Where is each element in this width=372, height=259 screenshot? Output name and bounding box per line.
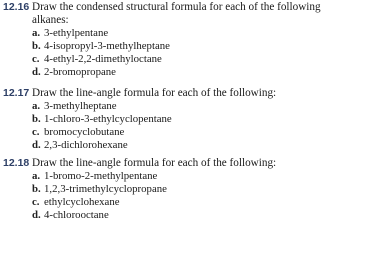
problem-part-a xyxy=(3,170,363,183)
part-letter: b. xyxy=(32,183,41,195)
problem-number: 12.18 xyxy=(3,157,30,169)
part-text: 2,3-dichlorohexane xyxy=(44,139,128,151)
problem-12-18 xyxy=(3,157,363,222)
problem-part-a xyxy=(3,27,363,40)
problem-part-d xyxy=(3,139,363,152)
part-letter: c. xyxy=(32,196,40,208)
part-letter: d. xyxy=(32,209,41,221)
problem-part-b xyxy=(3,113,363,126)
part-text: 3-methylheptane xyxy=(44,100,117,112)
problem-part-c xyxy=(3,196,363,209)
part-text: ethylcyclohexane xyxy=(44,196,120,208)
problem-number: 12.16 xyxy=(3,1,30,13)
problem-12-17 xyxy=(3,87,363,152)
part-text: 3-ethylpentane xyxy=(44,27,109,39)
part-letter: b. xyxy=(32,40,41,52)
problem-stem-text: Draw the line-angle formula for each of the following: xyxy=(32,87,277,99)
problem-part-d xyxy=(3,66,363,79)
part-text: 4-chlorooctane xyxy=(44,209,109,221)
problem-stem xyxy=(3,157,363,170)
part-text: 1-chloro-3-ethylcyclopentane xyxy=(44,113,172,125)
problem-stem-text: Draw the line-angle formula for each of the following: xyxy=(32,157,277,169)
problem-part-d xyxy=(3,209,363,222)
part-letter: d. xyxy=(32,66,41,78)
part-letter: d. xyxy=(32,139,41,151)
problem-part-c xyxy=(3,53,363,66)
part-letter: b. xyxy=(32,113,41,125)
problem-stem-continuation: alkanes: xyxy=(32,14,69,26)
problem-part-a xyxy=(3,100,363,113)
problem-part-c xyxy=(3,126,363,139)
part-text: 1,2,3-trimethylcyclopropane xyxy=(44,183,167,195)
problem-stem-text: Draw the condensed structural formula for each of the following xyxy=(32,1,321,13)
problem-stem xyxy=(3,1,363,14)
problem-part-b xyxy=(3,183,363,196)
part-text: 4-isopropyl-3-methylheptane xyxy=(44,40,170,52)
part-text: 1-bromo-2-methylpentane xyxy=(44,170,158,182)
problem-parts-list xyxy=(3,100,363,152)
part-letter: a. xyxy=(32,27,41,39)
problem-number: 12.17 xyxy=(3,87,30,99)
problem-parts-list xyxy=(3,170,363,222)
part-text: 4-ethyl-2,2-dimethyloctane xyxy=(44,53,162,65)
part-letter: a. xyxy=(32,170,41,182)
part-text: bromocyclobutane xyxy=(44,126,125,138)
problem-12-16 xyxy=(3,1,363,79)
part-letter: a. xyxy=(32,100,41,112)
part-letter: c. xyxy=(32,53,40,65)
problem-parts-list xyxy=(3,27,363,79)
problem-stem xyxy=(3,87,363,100)
part-letter: c. xyxy=(32,126,40,138)
problem-part-b xyxy=(3,40,363,53)
part-text: 2-bromopropane xyxy=(44,66,116,78)
